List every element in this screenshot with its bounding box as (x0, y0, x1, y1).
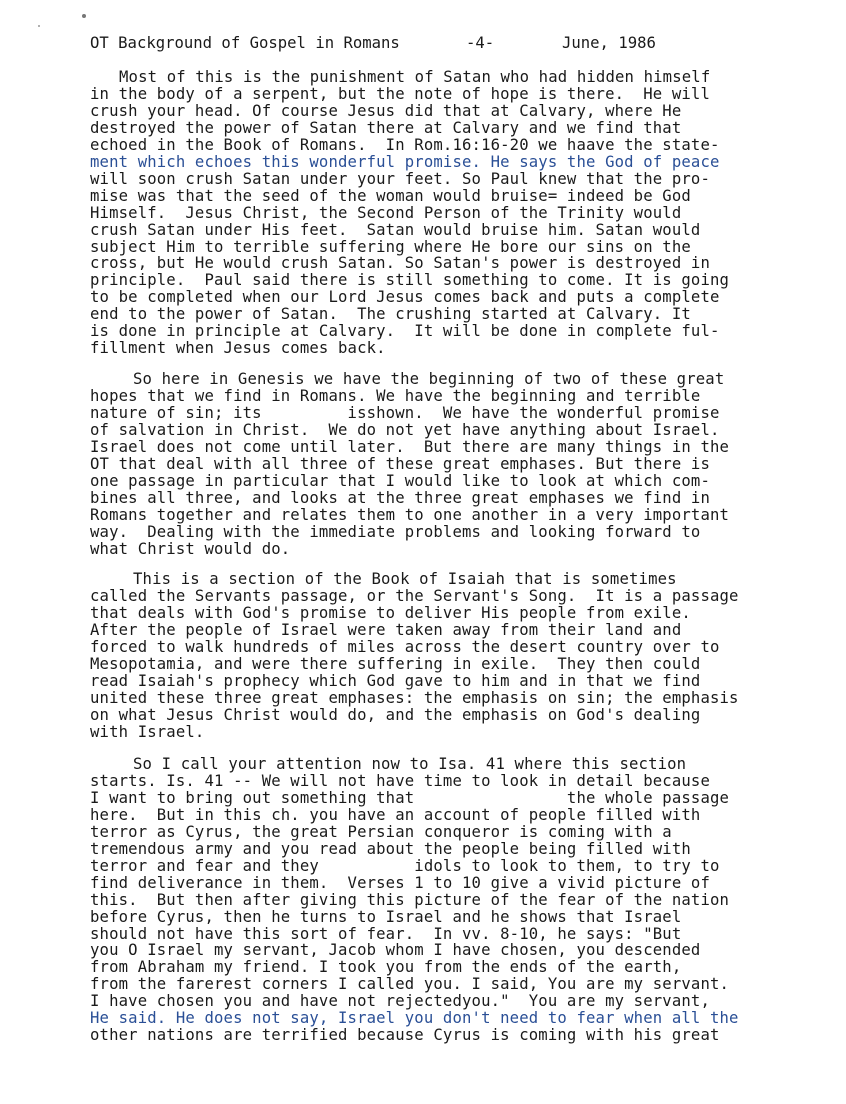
text-line: Most of this is the punishment of Satan who had hidden himself (119, 68, 711, 86)
text-line: one passage in particular that I would like to look at which com- (90, 471, 710, 490)
text-line: of salvation in Christ. We do not yet have anything about Israel. (90, 420, 720, 439)
text-line: before Cyrus, then he turns to Israel and he shows that Israel (90, 907, 682, 926)
text-line: what Christ would do. (90, 539, 291, 558)
text-line: So here in Genesis we have the beginning of two of these great (133, 370, 725, 388)
text-line: called the Servants passage, or the Servant's Song. It is a passage (90, 586, 739, 605)
text-line: forced to walk hundreds of miles across the desert country over to (90, 637, 720, 656)
text-line: I have chosen you and have not rejectedyou." You are my servant, (90, 992, 710, 1011)
text-line: from Abraham my friend. I took you from the ends of the earth, (90, 958, 682, 977)
text-line: tremendous army and you read about the people being filled with (90, 839, 691, 858)
text-line: subject Him to terrible suffering where He bore our sins on the (90, 237, 691, 256)
scan-speck (82, 14, 86, 18)
text-line: starts. Is. 41 -- We will not have time to look in detail because (90, 771, 710, 790)
text-line: cross, but He would crush Satan. So Satan's power is destroyed in (90, 254, 710, 273)
text-line: should not have this sort of fear. In vv. 8-10, he says: "But (90, 924, 682, 943)
header-title: OT Background of Gospel in Romans (90, 34, 400, 52)
text-line: will soon crush Satan under your feet. So Paul knew that the pro- (90, 169, 710, 188)
scan-speck (38, 25, 40, 27)
text-line: other nations are terrified because Cyrus is coming with his great (90, 1026, 720, 1045)
text-line: bines all three, and looks at the three great emphases we find in (90, 488, 710, 507)
text-line: on what Jesus Christ would do, and the emphasis on God's dealing (90, 705, 701, 724)
text-line: Mesopotamia, and were there suffering in exile. They then could (90, 654, 701, 673)
text-line: Himself. Jesus Christ, the Second Person of the Trinity would (90, 203, 682, 222)
text-line: crush Satan under His feet. Satan would bruise him. Satan would (90, 220, 701, 239)
text-line: So I call your attention now to Isa. 41 where this section (133, 755, 687, 773)
text-line: He said. He does not say, Israel you don't need to fear when all the (90, 1009, 739, 1028)
text-line: After the people of Israel were taken away from their land and (90, 620, 682, 639)
text-line: terror and fear and they idols to look to them, to try to (90, 856, 720, 875)
text-line: you O Israel my servant, Jacob whom I have chosen, you descended (90, 941, 701, 960)
text-line: terror as Cyrus, the great Persian conqueror is coming with a (90, 822, 672, 841)
text-line: I want to bring out something that the whole passage (90, 788, 730, 807)
text-line: echoed in the Book of Romans. In Rom.16:16-20 we haave the state- (90, 135, 720, 154)
text-line: ment which echoes this wonderful promise. He says the God of peace (90, 152, 720, 171)
text-line: mise was that the seed of the woman would bruise= indeed be God (90, 186, 691, 205)
text-line: from the farerest corners I called you. I said, You are my servant. (90, 975, 730, 994)
text-line: nature of sin; its isshown. We have the wonderful promise (90, 403, 720, 422)
page-header (90, 34, 790, 54)
text-line: hopes that we find in Romans. We have the beginning and terrible (90, 386, 701, 405)
text-line: here. But in this ch. you have an account of people filled with (90, 805, 701, 824)
text-line: way. Dealing with the immediate problems and looking forward to (90, 522, 701, 541)
text-line: to be completed when our Lord Jesus comes back and puts a complete (90, 288, 720, 307)
text-line: Israel does not come until later. But there are many things in the (90, 437, 730, 456)
text-line: read Isaiah's prophecy which God gave to him and in that we find (90, 671, 701, 690)
text-line: destroyed the power of Satan there at Calvary and we find that (90, 118, 682, 137)
text-line: find deliverance in them. Verses 1 to 10 give a vivid picture of (90, 873, 710, 892)
text-line: OT that deal with all three of these great emphases. But there is (90, 454, 710, 473)
text-line: in the body of a serpent, but the note of hope is there. He will (90, 84, 710, 103)
text-line: This is a section of the Book of Isaiah that is sometimes (133, 570, 677, 588)
header-page-number: -4- (466, 34, 495, 52)
header-date: June, 1986 (562, 34, 656, 52)
text-line: fillment when Jesus comes back. (90, 339, 386, 358)
text-line: principle. Paul said there is still something to come. It is going (90, 271, 730, 290)
text-line: Romans together and relates them to one another in a very important (90, 505, 730, 524)
text-line: this. But then after giving this picture of the fear of the nation (90, 890, 730, 909)
text-line: end to the power of Satan. The crushing started at Calvary. It (90, 305, 691, 324)
text-line: that deals with God's promise to deliver His people from exile. (90, 603, 691, 622)
text-line: crush your head. Of course Jesus did that at Calvary, where He (90, 101, 682, 120)
text-line: is done in principle at Calvary. It will be done in complete ful- (90, 322, 720, 341)
text-line: united these three great emphases: the emphasis on sin; the emphasis (90, 688, 739, 707)
text-line: with Israel. (90, 722, 205, 741)
